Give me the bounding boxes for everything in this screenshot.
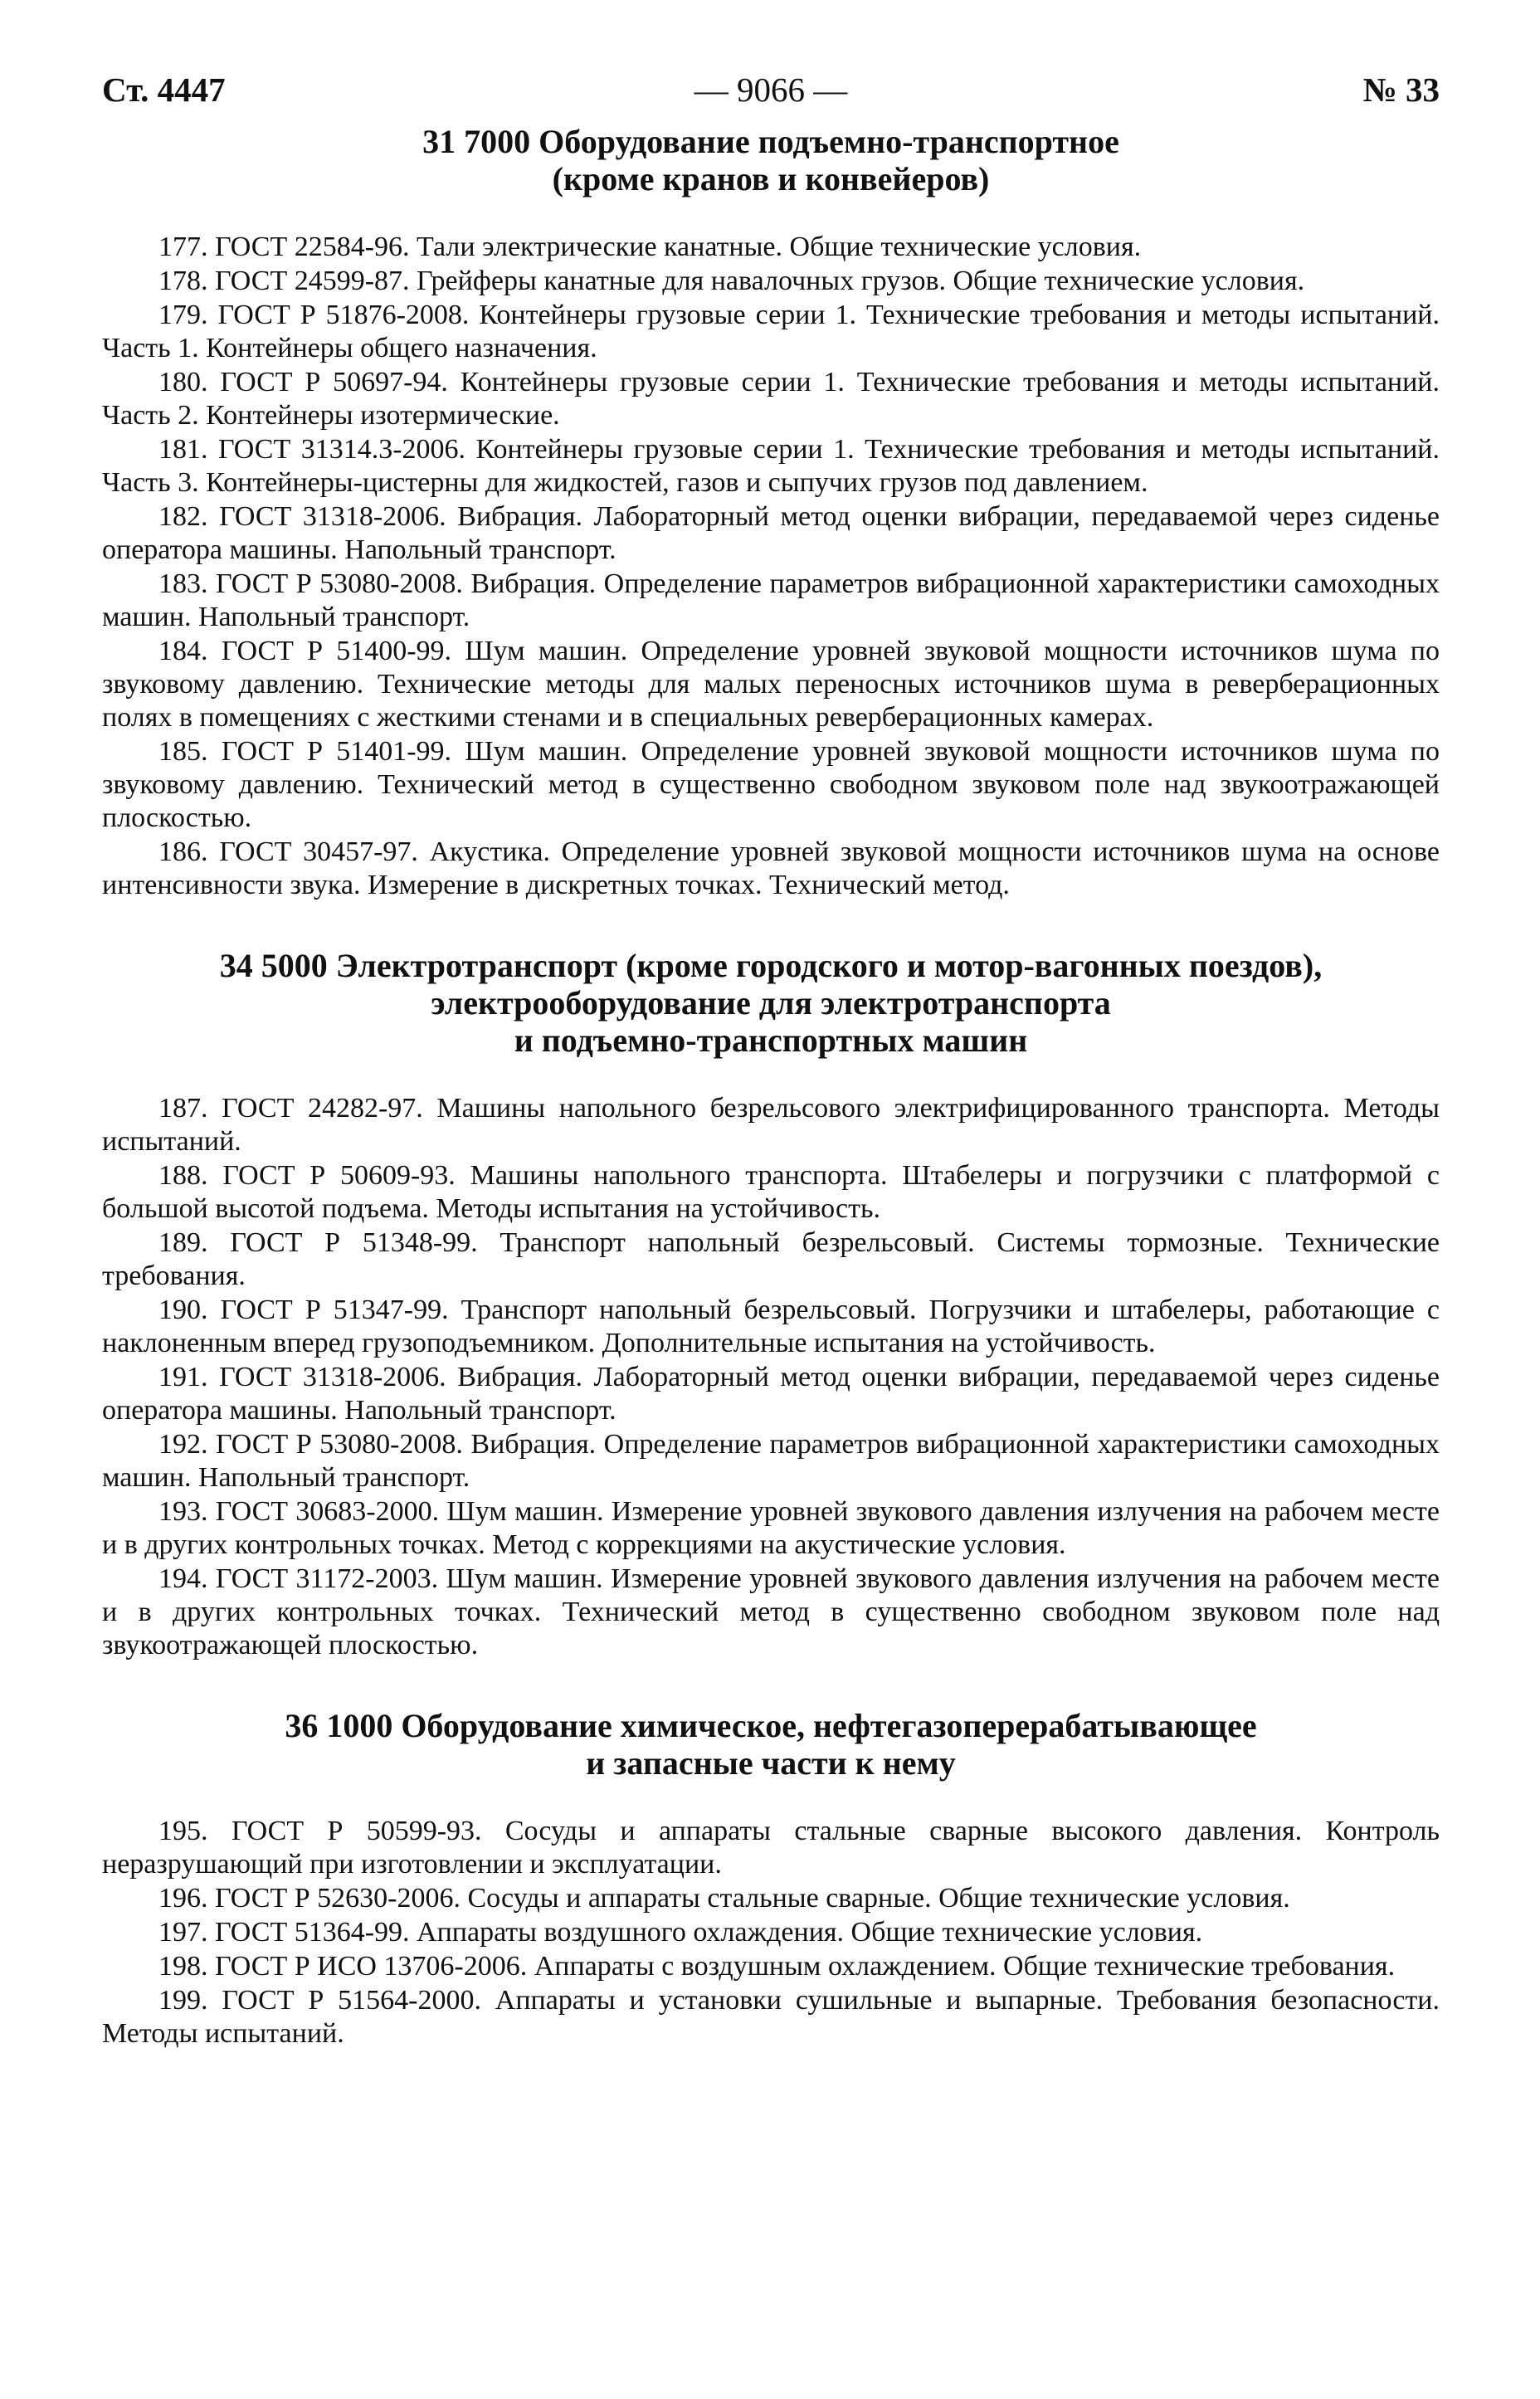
standard-entry: 189. ГОСТ Р 51348-99. Транспорт напольный безрельсовый. Системы тормозные. Технические требования.	[102, 1227, 1440, 1291]
standard-entry: 183. ГОСТ Р 53080-2008. Вибрация. Определение параметров вибрационной характеристики самоходных машин. Напольный транспорт.	[102, 568, 1440, 632]
issue-number: № 33	[1362, 71, 1440, 109]
standards-list	[102, 231, 1440, 902]
section-heading-line: 34 5000 Электротранспорт (кроме городского и мотор-вагонных поездов),	[219, 947, 1323, 984]
section-heading	[102, 123, 1440, 197]
standard-entry: 194. ГОСТ 31172-2003. Шум машин. Измерение уровней звукового давления излучения на рабочем месте и в других контрольных точках. Технический метод в существенно свободном звуковом поле над звукоотражающей плоскостью.	[102, 1563, 1440, 1660]
standard-entry: 179. ГОСТ Р 51876-2008. Контейнеры грузовые серии 1. Технические требования и методы испытаний. Часть 1. Контейнеры общего назначения.	[102, 300, 1440, 363]
standard-entry: 198. ГОСТ Р ИСО 13706-2006. Аппараты с воздушным охлаждением. Общие технические требования.	[158, 1951, 1396, 1982]
standard-entry: 197. ГОСТ 51364-99. Аппараты воздушного охлаждения. Общие технические условия.	[158, 1917, 1203, 1948]
section-heading	[102, 1707, 1440, 1782]
running-head	[102, 65, 1440, 115]
section-heading-line: электрооборудование для электротранспорта	[431, 984, 1111, 1022]
standard-entry: 187. ГОСТ 24282-97. Машины напольного безрельсового электрифицированного транспорта. Методы испытаний.	[102, 1093, 1440, 1157]
standard-entry: 199. ГОСТ Р 51564-2000. Аппараты и установки сушильные и выпарные. Требования безопасности. Методы испытаний.	[102, 1985, 1440, 2049]
standard-entry: 178. ГОСТ 24599-87. Грейферы канатные для навалочных грузов. Общие технические условия.	[158, 266, 1305, 296]
standard-entry: 188. ГОСТ Р 50609-93. Машины напольного транспорта. Штабелеры и погрузчики с платформой с большой высотой подъема. Методы испытания на устойчивость.	[102, 1160, 1440, 1224]
standard-entry: 181. ГОСТ 31314.3-2006. Контейнеры грузовые серии 1. Технические требования и методы испытаний. Часть 3. Контейнеры-цистерны для жидкостей, газов и сыпучих грузов под давлением.	[102, 434, 1440, 498]
standard-entry: 195. ГОСТ Р 50599-93. Сосуды и аппараты стальные сварные высокого давления. Контроль неразрушающий при изготовлении и эксплуатации.	[102, 1816, 1440, 1880]
standards-list	[102, 1815, 1440, 2050]
section-heading	[102, 947, 1440, 1059]
standard-entry: 185. ГОСТ Р 51401-99. Шум машин. Определение уровней звуковой мощности источников шума по звуковому давлению. Технический метод в существенно свободном звуковом поле над звукоотражающей плоскостью.	[102, 736, 1440, 833]
document-page	[102, 65, 1440, 2051]
standards-list	[102, 1092, 1440, 1662]
section-heading-line: (кроме кранов и конвейеров)	[552, 160, 990, 197]
standard-entry: 184. ГОСТ Р 51400-99. Шум машин. Определение уровней звуковой мощности источников шума по звуковому давлению. Технические методы для малых переносных источников шума в реверберационных полях в помещениях с жесткими стенами и в специальных реверберационных камерах.	[102, 636, 1440, 733]
standard-entry: 191. ГОСТ 31318-2006. Вибрация. Лабораторный метод оценки вибрации, передаваемой через сиденье оператора машины. Напольный транспорт.	[102, 1362, 1440, 1426]
standard-entry: 182. ГОСТ 31318-2006. Вибрация. Лабораторный метод оценки вибрации, передаваемой через сиденье оператора машины. Напольный транспорт.	[102, 501, 1440, 565]
standard-entry: 177. ГОСТ 22584-96. Тали электрические канатные. Общие технические условия.	[158, 232, 1142, 262]
standard-entry: 193. ГОСТ 30683-2000. Шум машин. Измерение уровней звукового давления излучения на рабочем месте и в других контрольных точках. Метод с коррекциями на акустические условия.	[102, 1496, 1440, 1560]
page-number: — 9066 —	[694, 71, 848, 109]
standard-entry: 180. ГОСТ Р 50697-94. Контейнеры грузовые серии 1. Технические требования и методы испытаний. Часть 2. Контейнеры изотермические.	[102, 367, 1440, 431]
section-heading-line: 36 1000 Оборудование химическое, нефтегазоперерабатывающее	[285, 1707, 1257, 1744]
section-heading-line: и подъемно-транспортных машин	[514, 1022, 1028, 1059]
article-number: Ст. 4447	[102, 71, 226, 109]
standard-entry: 196. ГОСТ Р 52630-2006. Сосуды и аппараты стальные сварные. Общие технические условия.	[158, 1883, 1290, 1914]
standard-entry: 186. ГОСТ 30457-97. Акустика. Определение уровней звуковой мощности источников шума на основе интенсивности звука. Измерение в дискретных точках. Технический метод.	[102, 836, 1440, 900]
section-heading-line: и запасные части к нему	[586, 1744, 956, 1782]
section-heading-line: 31 7000 Оборудование подъемно-транспортное	[422, 123, 1119, 160]
standard-entry: 190. ГОСТ Р 51347-99. Транспорт напольный безрельсовый. Погрузчики и штабелеры, работающие с наклоненным вперед грузоподъемником. Дополнительные испытания на устойчивость.	[102, 1295, 1440, 1358]
standard-entry: 192. ГОСТ Р 53080-2008. Вибрация. Определение параметров вибрационной характеристики самоходных машин. Напольный транспорт.	[102, 1429, 1440, 1493]
